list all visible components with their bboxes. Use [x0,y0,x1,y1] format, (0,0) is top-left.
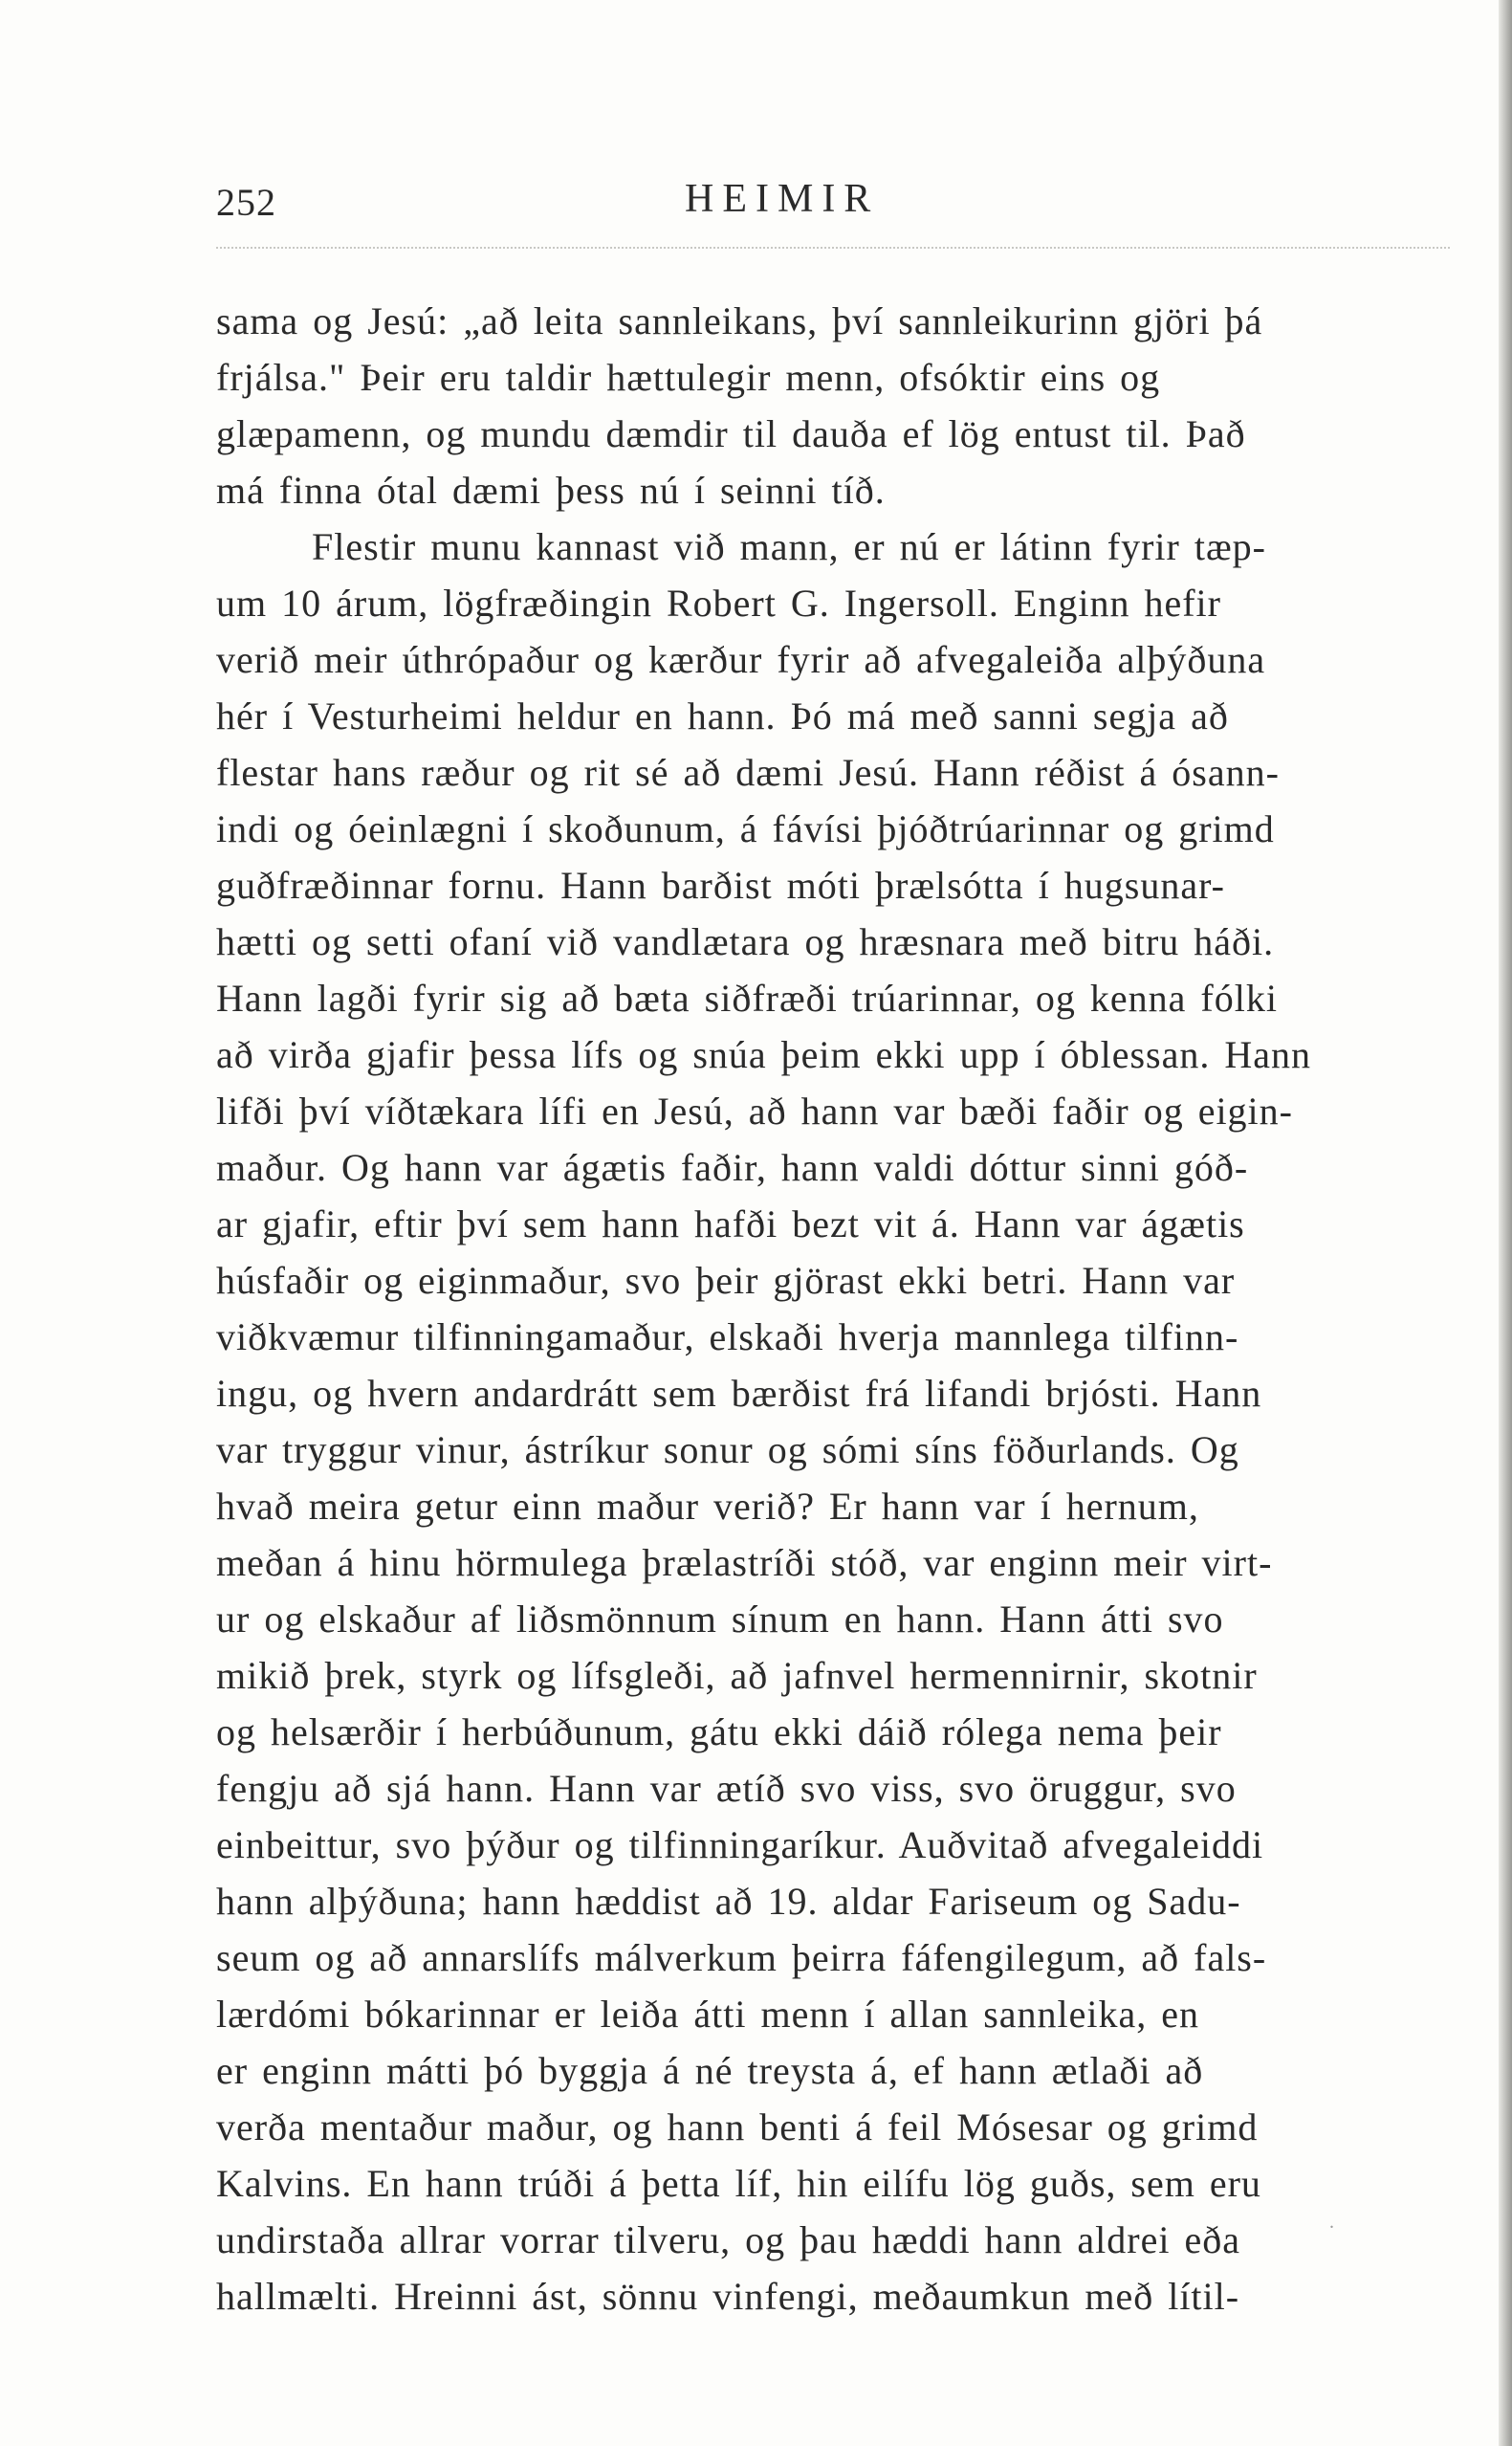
text-line: hér í Vesturheimi heldur en hann. Þó má með sanni segja að [216,694,1229,738]
text-line: undirstaða allrar vorrar tilveru, og þau hæddi hann aldrei eða [216,2218,1240,2261]
text-line: húsfaðir og eiginmaður, svo þeir gjörast ekki betri. Hann var [216,1259,1236,1302]
page-binding-edge [1499,0,1512,2446]
text-line: frjálsa." Þeir eru taldir hættulegir menn, ofsóktir eins og [216,356,1161,399]
text-line: hallmælti. Hreinni ást, sönnu vinfengi, meðaumkun með lítil- [216,2275,1240,2318]
page-header [216,177,1450,237]
text-line: ar gjafir, eftir því sem hann hafði bezt vit á. Hann var ágætis [216,1202,1245,1245]
text-line: meðan á hinu hörmulega þrælastríði stóð, var enginn meir virt- [216,1541,1273,1584]
text-line: einbeittur, svo þýður og tilfinningaríkur. Auðvitað afvegaleiddi [216,1823,1264,1866]
body-text [216,293,1459,2325]
running-title: HEIMIR [685,177,880,221]
text-line: lærdómi bókarinnar er leiða átti menn í allan sannleika, en [216,1993,1200,2036]
text-line: maður. Og hann var ágætis faðir, hann valdi dóttur sinni góð- [216,1146,1249,1189]
text-line: sama og Jesú: „að leita sannleikans, því sannleikurinn gjöri þá [216,299,1263,342]
text-line: verið meir úthrópaður og kærður fyrir að afvegaleiða alþýðuna [216,638,1266,681]
text-line: er enginn mátti þó byggja á né treysta á, ef hann ætlaði að [216,2049,1204,2092]
text-line: um 10 árum, lögfræðingin Robert G. Ingersoll. Enginn hefir [216,582,1221,625]
text-line: má finna ótal dæmi þess nú í seinni tíð. [216,469,886,512]
text-line: glæpamenn, og mundu dæmdir til dauða ef lög entust til. Það [216,412,1246,455]
text-line: hætti og setti ofaní við vandlætara og hræsnara með bitru háði. [216,920,1275,963]
text-line: að virða gjafir þessa lífs og snúa þeim ekki upp í óblessan. Hann [216,1033,1311,1076]
text-line: var tryggur vinur, ástríkur sonur og sómi síns föðurlands. Og [216,1428,1239,1471]
text-line: ingu, og hvern andardrátt sem bærðist frá lifandi brjósti. Hann [216,1372,1262,1415]
text-line: Kalvins. En hann trúði á þetta líf, hin eilífu lög guðs, sem eru [216,2162,1261,2205]
text-line: verða mentaður maður, og hann benti á feil Mósesar og grimd [216,2105,1259,2149]
text-line: seum og að annarslífs málverkum þeirra fáfengilegum, að fals- [216,1936,1267,1979]
text-line: hvað meira getur einn maður verið? Er hann var í hernum, [216,1485,1199,1528]
text-line: og helsærðir í herbúðunum, gátu ekki dáið rólega nema þeir [216,1710,1222,1753]
paragraph-start-line: Flestir munu kannast við mann, er nú er látinn fyrir tæp- [312,525,1266,568]
text-line: ur og elskaður af liðsmönnum sínum en hann. Hann átti svo [216,1598,1224,1641]
text-line: viðkvæmur tilfinningamaður, elskaði hverja mannlega tilfinn- [216,1315,1239,1358]
text-line: hann alþýðuna; hann hæddist að 19. aldar Fariseum og Sadu- [216,1880,1241,1923]
text-line: guðfræðinnar fornu. Hann barðist móti þrælsótta í hugsunar- [216,864,1225,907]
text-line: lifði því víðtækara lífi en Jesú, að hann var bæði faðir og eigin- [216,1090,1293,1133]
text-line: Hann lagði fyrir sig að bæta siðfræði trúarinnar, og kenna fólki [216,977,1278,1020]
text-line: fengju að sjá hann. Hann var ætíð svo viss, svo öruggur, svo [216,1767,1237,1810]
header-rule [216,247,1450,253]
text-line: mikið þrek, styrk og lífsgleði, að jafnvel hermennirnir, skotnir [216,1654,1258,1697]
print-speck: . [1329,2212,1334,2233]
page-number: 252 [216,181,276,224]
text-line: flestar hans ræður og rit sé að dæmi Jesú. Hann réðist á ósann- [216,751,1280,794]
text-line: indi og óeinlægni í skoðunum, á fávísi þjóðtrúarinnar og grimd [216,807,1275,850]
